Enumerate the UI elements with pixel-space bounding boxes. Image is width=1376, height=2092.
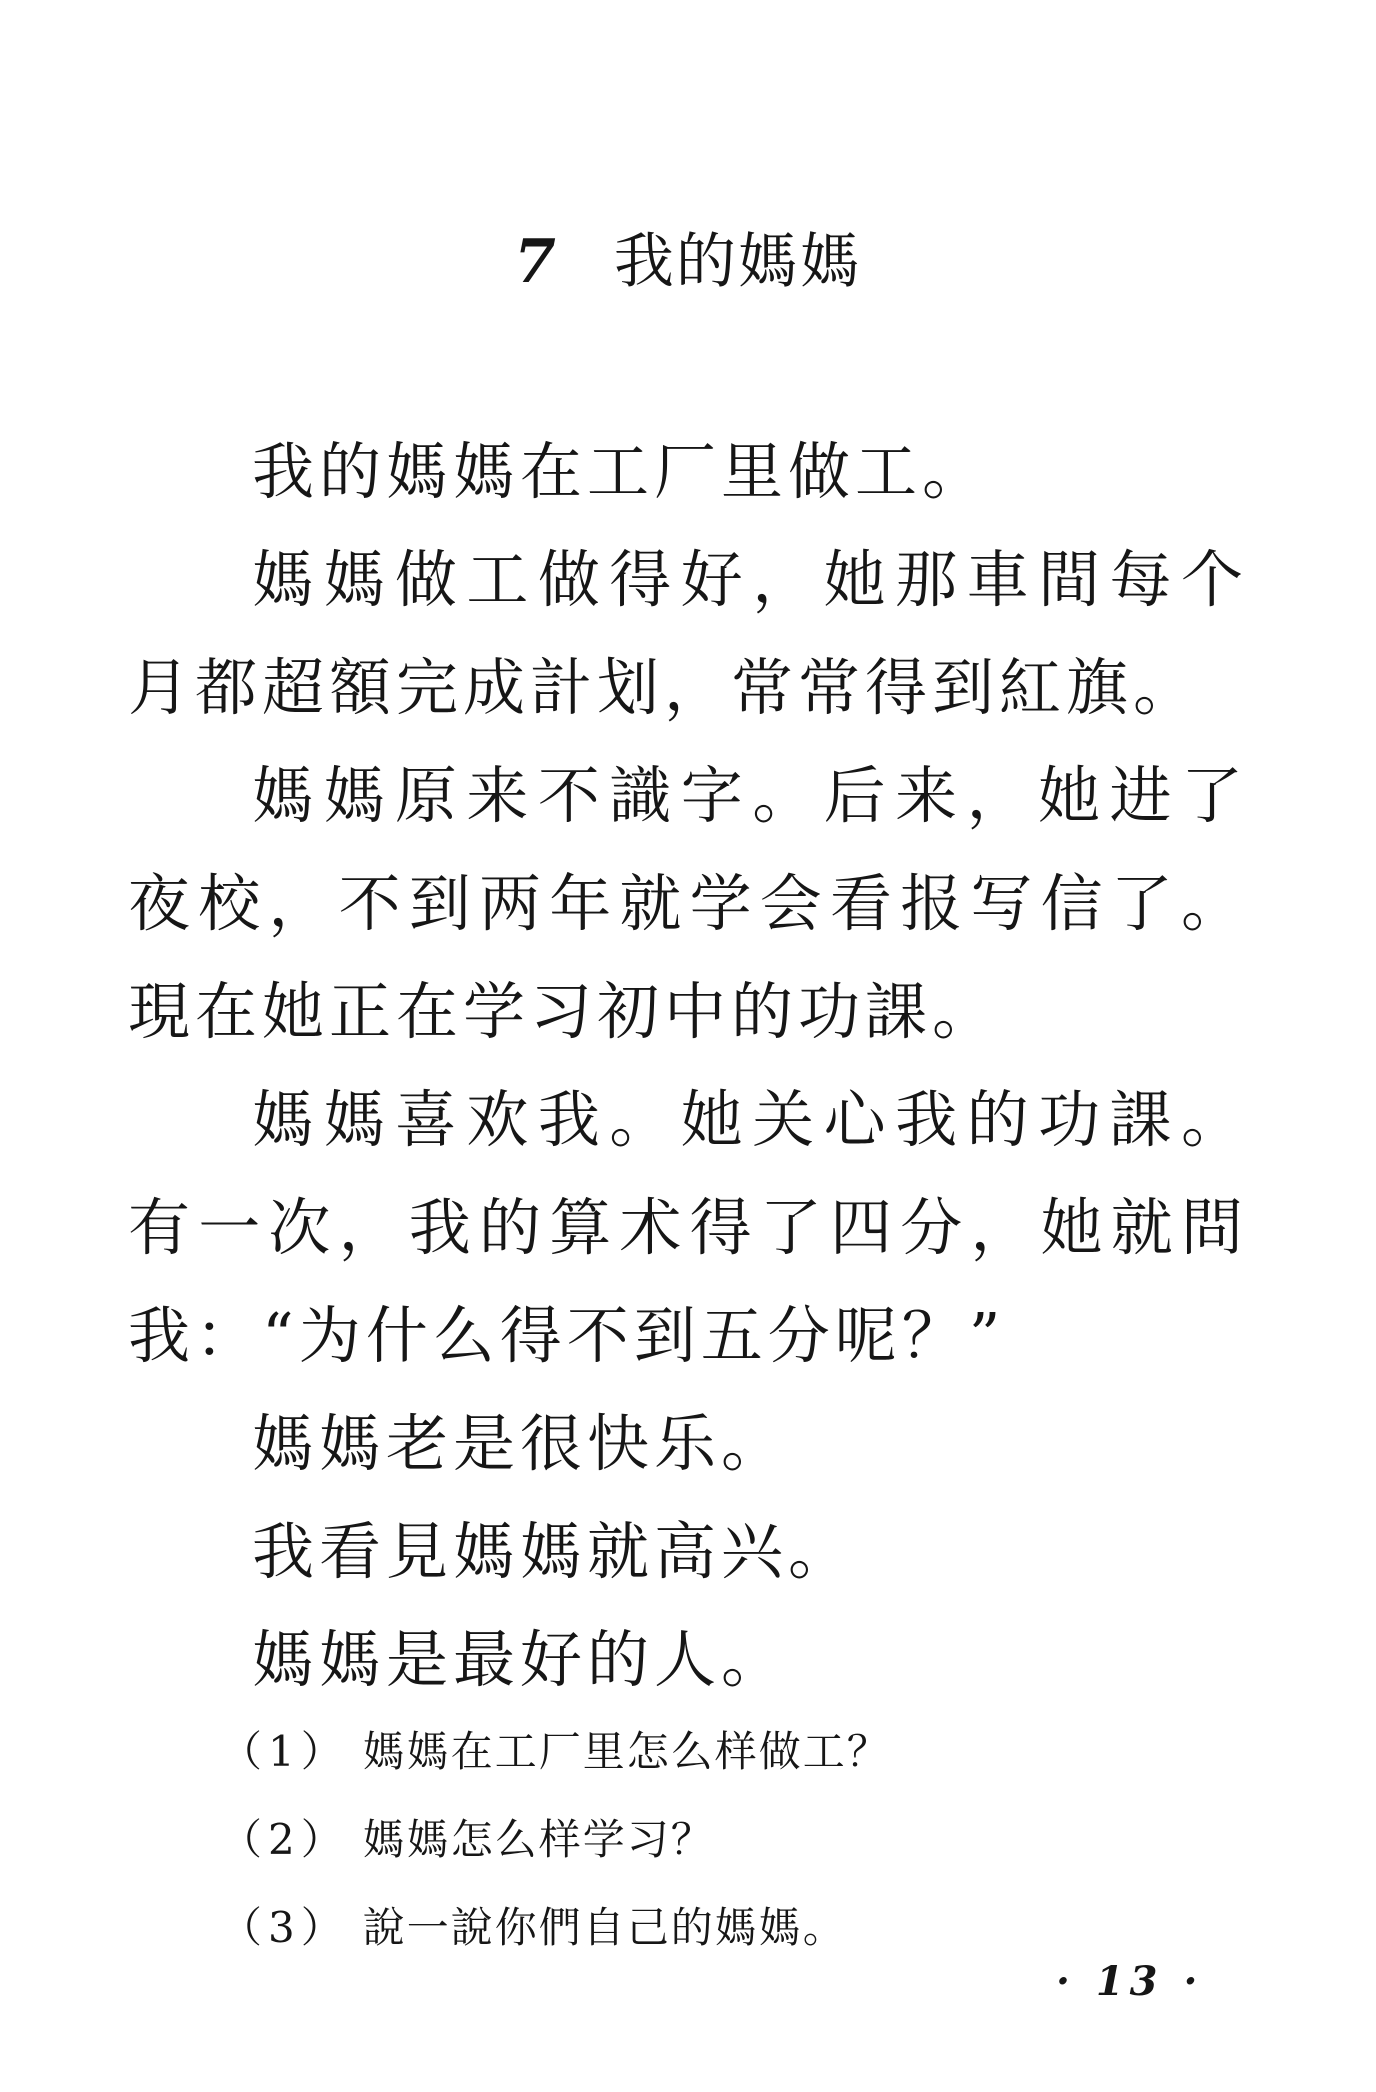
paragraph: 媽媽老是很快乐。 (252, 1407, 789, 1480)
paragraph: 媽媽原来不識字。后来，她进了夜校，不到两年就学会看报写信了。現在她正在学习初中的功課。 (128, 759, 1248, 1048)
question-text: 媽媽怎么样学习？ (362, 1815, 715, 1864)
lesson-body (128, 418, 1248, 1714)
question-item (220, 1796, 1220, 1884)
exercise-questions (220, 1708, 1220, 1972)
page-number: · 13 · (1056, 1958, 1204, 2005)
lesson-title-text: 我的媽媽 (613, 227, 862, 297)
question-item (220, 1708, 1220, 1796)
question-text: 說一說你們自己的媽媽。 (362, 1903, 847, 1952)
lesson-number: 7 (514, 227, 558, 297)
lesson-title (0, 222, 1376, 302)
question-number: （3） (220, 1903, 349, 1952)
paragraph: 我看見媽媽就高兴。 (252, 1515, 856, 1588)
paragraph: 我的媽媽在工厂里做工。 (252, 435, 990, 508)
paragraph: 媽媽做工做得好，她那車間每个月都超額完成計划，常常得到紅旗。 (128, 543, 1248, 724)
paragraph: 媽媽是最好的人。 (252, 1623, 789, 1696)
question-number: （2） (220, 1815, 349, 1864)
question-number: （1） (220, 1727, 349, 1776)
question-text: 媽媽在工厂里怎么样做工？ (362, 1727, 891, 1776)
paragraph: 媽媽喜欢我。她关心我的功課。有一次，我的算术得了四分，她就問我：“为什么得不到五分呢？” (128, 1083, 1248, 1372)
